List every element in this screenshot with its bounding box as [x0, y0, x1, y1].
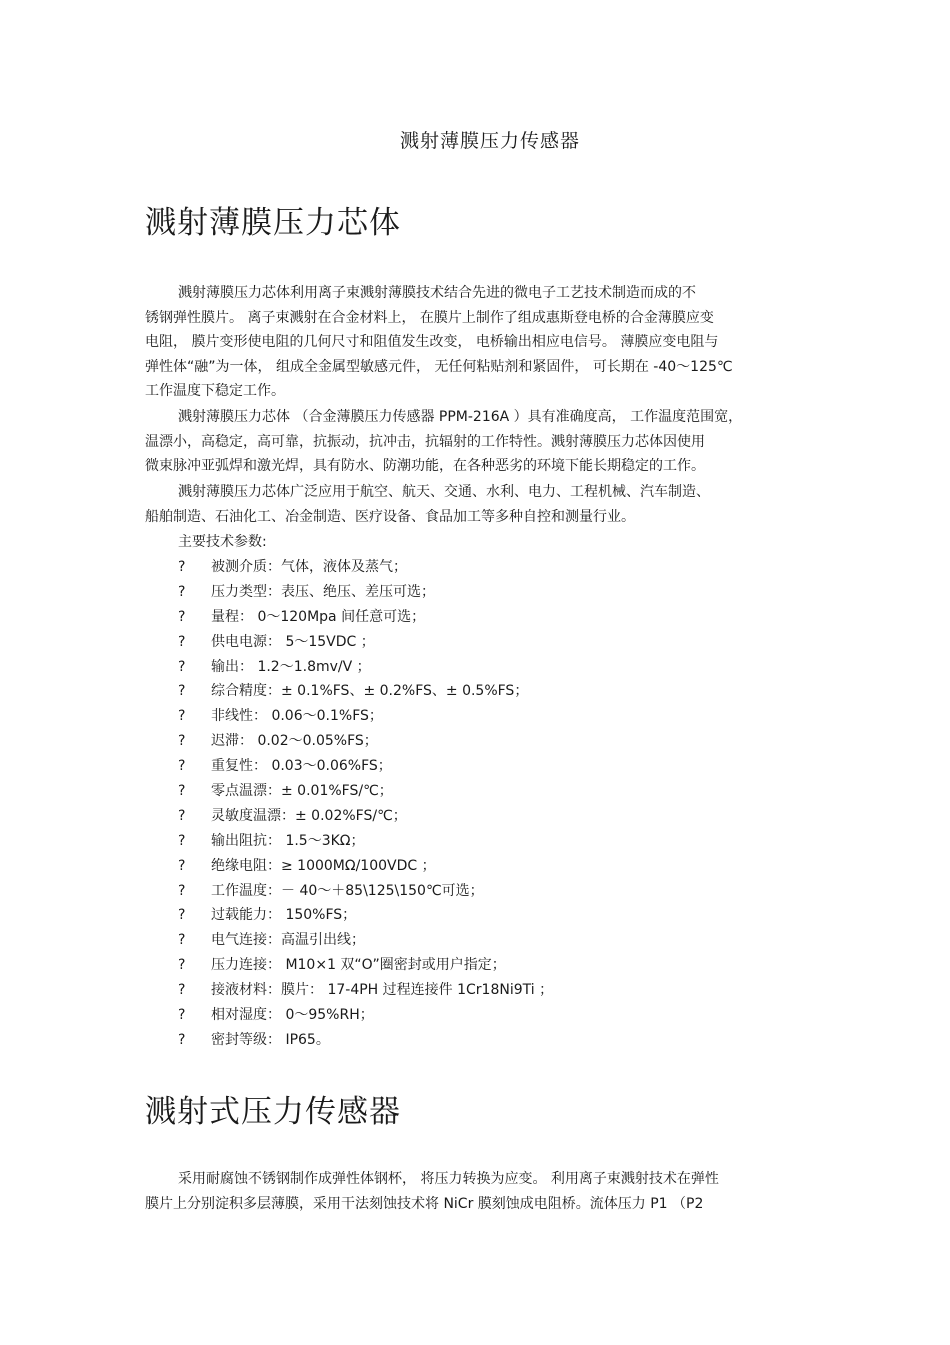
spec-text: 非线性： 0.06～0.1%FS；	[211, 708, 383, 725]
spec-text: 压力类型：表压、绝压、差压可选；	[211, 583, 435, 600]
bullet-marker: ?	[178, 633, 186, 650]
document-title: 溅射薄膜压力传感器	[399, 130, 580, 152]
spec-item	[145, 580, 810, 605]
bullet-marker: ?	[178, 758, 186, 775]
text-line: 锈钢弹性膜片。 离子束溅射在合金材料上， 在膜片上制作了组成惠斯登电桥的合金薄膜应变	[145, 309, 714, 326]
spec-item	[145, 605, 810, 630]
spec-item	[145, 779, 810, 804]
spec-item	[145, 903, 810, 928]
spec-text: 迟滞： 0.02～0.05%FS；	[211, 733, 378, 750]
spec-item	[145, 630, 810, 655]
spec-text: 过载能力： 150%FS；	[211, 907, 357, 924]
spec-text: 供电电源： 5～15VDC ；	[211, 633, 375, 650]
spec-text: 密封等级： IP65。	[211, 1031, 330, 1048]
spec-text: 被测介质：气体，液体及蒸气；	[211, 559, 407, 575]
spec-list	[145, 555, 810, 1053]
paragraph-core-features	[145, 405, 810, 479]
paragraph-core-applications	[145, 480, 810, 529]
spec-item	[145, 978, 810, 1003]
spec-item	[145, 804, 810, 829]
bullet-marker: ?	[178, 882, 186, 899]
bullet-marker: ?	[178, 708, 186, 725]
text-line: 船舶制造、石油化工、冶金制造、医疗设备、食品加工等多种自控和测量行业。	[145, 508, 635, 525]
spec-text: 量程： 0～120Mpa 间任意可选；	[211, 608, 426, 625]
spec-text: 输出阻抗： 1.5～3KΩ；	[211, 832, 365, 849]
text-line: 溅射薄膜压力芯体 （合金薄膜压力传感器 PPM-216A ）具有准确度高， 工作温度范围宽，	[178, 409, 743, 425]
spec-text: 压力连接： M10×1 双“O”圈密封或用户指定；	[211, 957, 506, 974]
text-line: 微束脉冲亚弧焊和激光焊，具有防水、防潮功能，在各种恶劣的环境下能长期稳定的工作。	[145, 458, 705, 474]
bullet-marker: ?	[178, 733, 186, 750]
bullet-marker: ?	[178, 957, 186, 974]
spec-item	[145, 1028, 810, 1053]
bullet-marker: ?	[178, 583, 186, 600]
text-line: 电阻， 膜片变形使电阻的几何尺寸和阻值发生改变， 电桥输出相应电信号。 薄膜应变电阻与	[145, 334, 719, 350]
bullet-marker: ?	[178, 982, 186, 999]
bullet-marker: ?	[178, 1007, 186, 1024]
text-line: 膜片上分别淀积多层薄膜，采用干法刻蚀技术将 NiCr 膜刻蚀成电阻桥。流体压力 P1 （P2	[145, 1195, 704, 1212]
spec-text: 绝缘电阻：≥ 1000MΩ/100VDC ；	[211, 857, 436, 874]
section-heading-sputtered-core: 溅射薄膜压力芯体	[145, 205, 401, 241]
paragraph-sensor-intro	[145, 1167, 810, 1216]
spec-item	[145, 679, 810, 704]
spec-text: 相对湿度： 0～95%RH；	[211, 1007, 374, 1024]
text-line: 温漂小，高稳定，高可靠，抗振动，抗冲击，抗辐射的工作特性。溅射薄膜压力芯体因使用	[145, 433, 705, 450]
spec-item	[145, 754, 810, 779]
spec-item	[145, 729, 810, 754]
spec-item	[145, 829, 810, 854]
text-line: 弹性体“融”为一体， 组成全金属型敏感元件， 无任何粘贴剂和紧固件， 可长期在 -40～125℃	[145, 358, 733, 375]
bullet-marker: ?	[178, 907, 186, 924]
text-line: 采用耐腐蚀不锈钢制作成弹性体钢杯， 将压力转换为应变。 利用离子束溅射技术在弹性	[178, 1171, 719, 1187]
spec-text: 零点温漂：± 0.01%FS/℃；	[211, 783, 393, 800]
specs-label: 主要技术参数:	[178, 534, 267, 550]
bullet-marker: ?	[178, 658, 186, 675]
spec-item	[145, 879, 810, 904]
spec-item	[145, 1003, 810, 1028]
bullet-marker: ?	[178, 559, 186, 575]
text-line: 溅射薄膜压力芯体利用离子束溅射薄膜技术结合先进的微电子工艺技术制造而成的不	[178, 285, 696, 301]
text-line: 溅射薄膜压力芯体广泛应用于航空、航天、交通、水利、电力、工程机械、汽车制造、	[178, 484, 710, 500]
spec-text: 电气连接：高温引出线；	[211, 932, 365, 949]
spec-text: 灵敏度温漂：± 0.02%FS/℃；	[211, 807, 407, 824]
spec-item	[145, 928, 810, 953]
bullet-marker: ?	[178, 807, 186, 824]
text-line: 工作温度下稳定工作。	[145, 383, 285, 399]
bullet-marker: ?	[178, 783, 186, 800]
spec-text: 输出： 1.2～1.8mv/V ；	[211, 658, 371, 675]
specs-label-block	[145, 530, 810, 555]
bullet-marker: ?	[178, 1031, 186, 1048]
bullet-marker: ?	[178, 832, 186, 849]
section-heading-sputtered-sensor: 溅射式压力传感器	[145, 1094, 401, 1130]
spec-text: 接液材料：膜片： 17-4PH 过程连接件 1Cr18Ni9Ti ；	[211, 982, 554, 999]
bullet-marker: ?	[178, 608, 186, 625]
spec-item	[145, 555, 810, 580]
paragraph-core-intro	[145, 281, 810, 404]
spec-item	[145, 655, 810, 680]
bullet-marker: ?	[178, 857, 186, 874]
spec-text: 重复性： 0.03～0.06%FS；	[211, 758, 392, 775]
spec-item	[145, 854, 810, 879]
spec-item	[145, 704, 810, 729]
spec-text: 综合精度：± 0.1%FS、± 0.2%FS、± 0.5%FS；	[211, 683, 529, 700]
spec-item	[145, 953, 810, 978]
bullet-marker: ?	[178, 932, 186, 949]
bullet-marker: ?	[178, 683, 186, 700]
spec-text: 工作温度：－ 40～＋85\125\150℃可选；	[211, 882, 484, 899]
